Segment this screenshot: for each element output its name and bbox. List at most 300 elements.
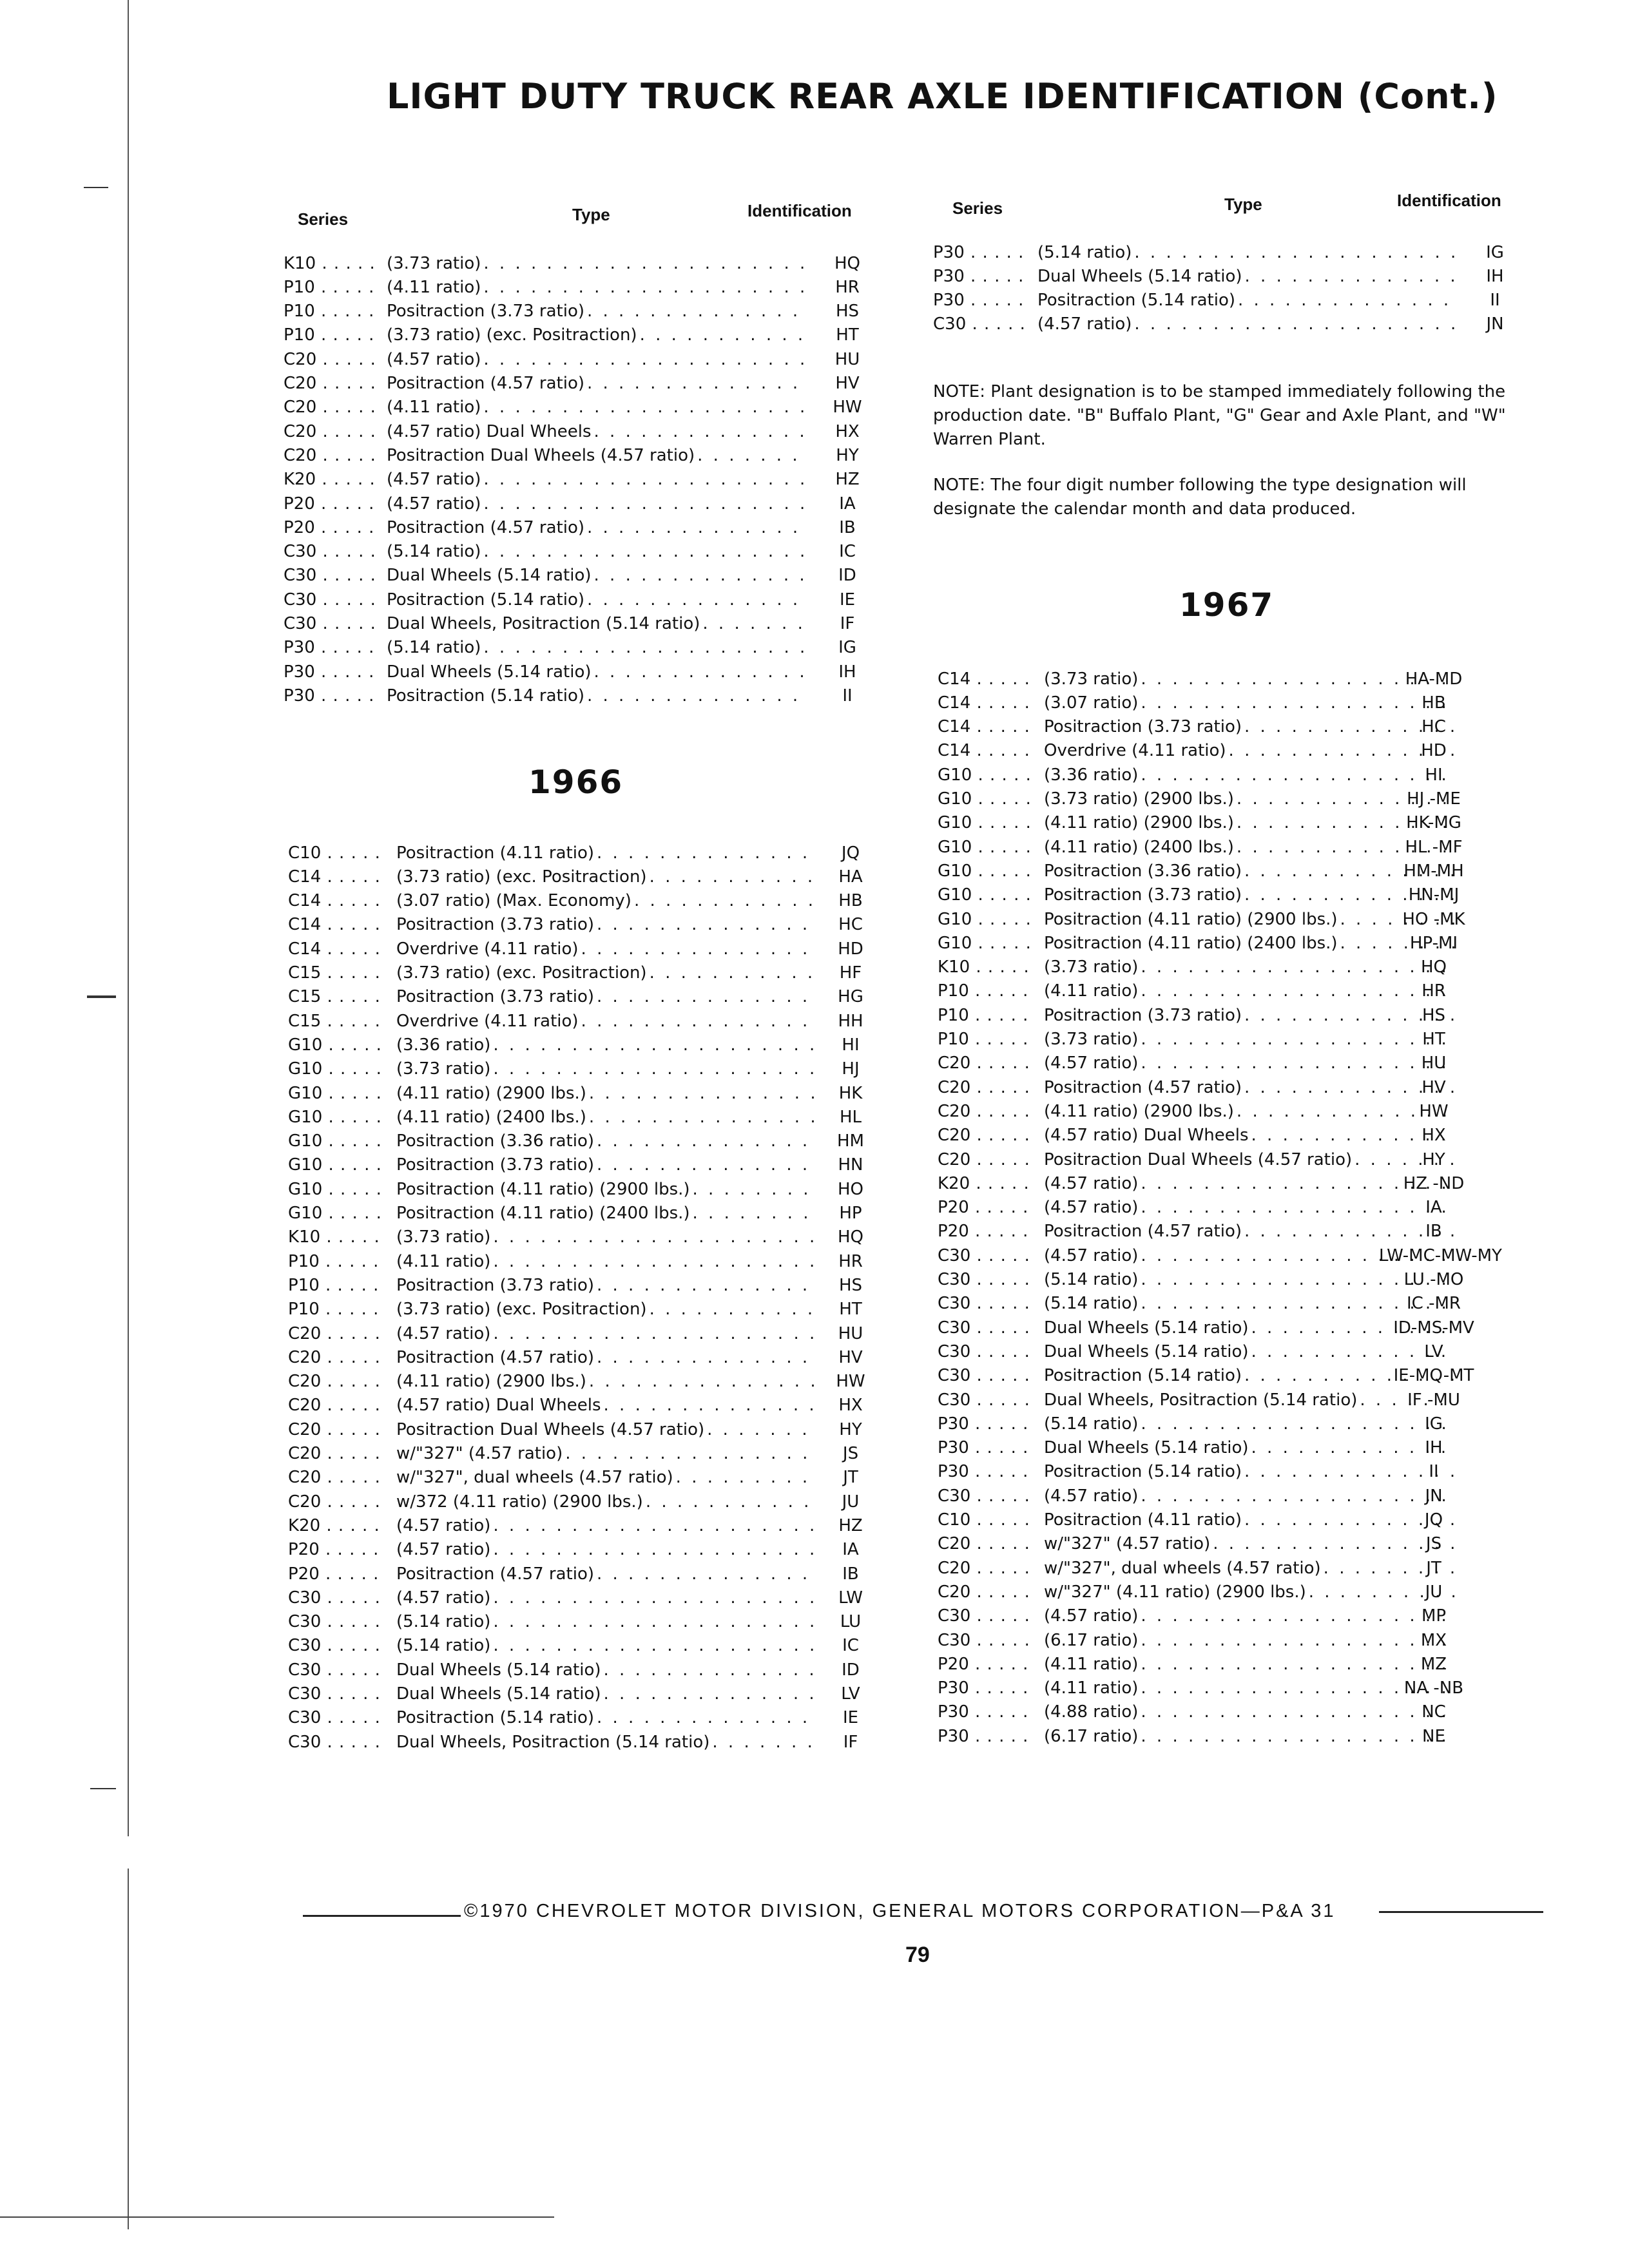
- identification-cell: IB: [842, 1564, 859, 1584]
- identification-cell: LW-MC-MW-MY: [1379, 1245, 1502, 1265]
- dot-leader: [594, 843, 815, 863]
- series-cell: P10 . . .: [284, 302, 380, 321]
- identification-cell: HC: [838, 915, 863, 935]
- series-cell: P30 . . .: [284, 638, 380, 657]
- series-cell: C30 . . .: [933, 314, 1030, 334]
- identification-cell: JT: [843, 1468, 858, 1488]
- series-cell: G10 . . .: [288, 1180, 385, 1199]
- identification-cell: LU: [840, 1612, 862, 1632]
- identification-cell: HX: [1422, 1126, 1446, 1146]
- identification-cell: JN: [1425, 1486, 1443, 1506]
- type-text: Positraction (4.57 ratio): [387, 517, 584, 537]
- dot-leader: [594, 987, 815, 1006]
- type-cell: [396, 1540, 815, 1559]
- type-cell: [396, 1372, 815, 1391]
- series-cell: G10 . . .: [938, 765, 1034, 785]
- dot-leader: [490, 1227, 815, 1247]
- identification-cell: HP-MI: [1409, 933, 1458, 953]
- identification-cell: HG: [838, 987, 863, 1007]
- series-cell: C14 . . .: [938, 717, 1034, 736]
- series-cell: C20 . . .: [938, 1126, 1034, 1145]
- identification-cell: IE: [839, 590, 856, 610]
- identification-cell: IC -MR: [1407, 1294, 1461, 1314]
- series-cell: P10 . . .: [284, 325, 380, 345]
- dot-leader: [481, 494, 809, 514]
- dot-leader: [594, 1708, 815, 1727]
- identification-cell: HO: [837, 1179, 863, 1199]
- identification-cell: HY: [836, 445, 859, 465]
- type-text: Positraction (4.11 ratio) (2900 lbs.): [396, 1179, 690, 1199]
- series-cell: C30 . . .: [288, 1708, 385, 1727]
- type-text: Positraction (4.11 ratio) (2900 lbs.): [1044, 909, 1338, 929]
- identification-cell: ID: [842, 1660, 860, 1680]
- type-text: Positraction (3.73 ratio): [1044, 885, 1242, 905]
- type-text: Positraction (5.14 ratio): [387, 686, 584, 706]
- series-cell: G10 . . .: [288, 1204, 385, 1223]
- series-cell: P10 . . .: [288, 1252, 385, 1271]
- series-cell: G10 . . .: [938, 934, 1034, 953]
- identification-cell: ID-MS-MV: [1393, 1318, 1474, 1338]
- type-text: (5.14 ratio): [396, 1636, 491, 1656]
- series-cell: G10 . . .: [938, 789, 1034, 809]
- series-cell: C20 . . .: [938, 1102, 1034, 1121]
- dot-leader: [481, 254, 809, 273]
- identification-cell: HZ -ND: [1403, 1173, 1465, 1193]
- type-cell: [396, 867, 815, 887]
- type-text: (4.11 ratio) (2400 lbs.): [1044, 837, 1234, 857]
- type-text: Overdrive (4.11 ratio): [396, 1011, 579, 1031]
- dot-leader: [594, 915, 815, 934]
- type-text: Positraction (4.11 ratio) (2400 lbs.): [396, 1204, 690, 1223]
- footer-rule-left: [303, 1915, 461, 1917]
- series-cell: C30 . . .: [288, 1684, 385, 1704]
- series-cell: C14 . . .: [288, 891, 385, 910]
- identification-cell: HW: [836, 1372, 865, 1392]
- identification-cell: HS: [1422, 1005, 1446, 1025]
- type-text: w/"327" (4.57 ratio): [1044, 1534, 1211, 1554]
- type-text: (4.57 ratio): [396, 1515, 491, 1535]
- dot-leader: [584, 590, 809, 610]
- type-cell: [396, 1564, 815, 1584]
- type-text: (5.14 ratio): [387, 638, 481, 658]
- type-text: (3.73 ratio): [1044, 669, 1139, 689]
- identification-cell: ID: [838, 566, 856, 586]
- dot-leader: [481, 542, 809, 561]
- type-cell: [396, 1612, 815, 1631]
- identification-cell: HY: [1422, 1149, 1445, 1169]
- type-text: (4.88 ratio): [1044, 1702, 1139, 1722]
- identification-cell: HY: [839, 1419, 862, 1439]
- identification-cell: HJ: [842, 1059, 860, 1079]
- dot-leader: [594, 1348, 815, 1367]
- identification-cell: JU: [1425, 1582, 1443, 1602]
- type-cell: [1037, 243, 1460, 262]
- type-text: Positraction (5.14 ratio): [387, 590, 584, 610]
- dot-leader: [592, 662, 809, 682]
- type-text: Positraction (3.73 ratio): [387, 302, 584, 322]
- type-cell: [387, 254, 809, 273]
- series-cell: C20 . . .: [288, 1396, 385, 1415]
- identification-cell: LV: [841, 1684, 860, 1704]
- type-text: Dual Wheels (5.14 ratio): [396, 1684, 601, 1704]
- type-cell: [396, 1468, 815, 1487]
- type-cell: [396, 1227, 815, 1247]
- type-text: w/"327" (4.57 ratio): [396, 1444, 563, 1463]
- type-text: Positraction Dual Wheels (4.57 ratio): [396, 1419, 705, 1439]
- series-cell: C20 . . .: [284, 398, 380, 417]
- type-text: (3.73 ratio) (exc. Positraction): [396, 867, 647, 887]
- bottom-rule: [0, 2216, 554, 2218]
- type-cell: [396, 1155, 815, 1175]
- type-text: (4.57 ratio): [396, 1323, 491, 1343]
- type-text: Dual Wheels, Positraction (5.14 ratio): [1044, 1390, 1358, 1410]
- identification-cell: HM-MH: [1403, 861, 1464, 881]
- type-text: (3.73 ratio): [396, 1059, 491, 1079]
- dot-leader: [490, 1516, 815, 1535]
- type-cell: [396, 1108, 815, 1127]
- type-cell: [396, 1588, 815, 1608]
- series-cell: C10 . . .: [288, 843, 385, 863]
- type-text: Positraction (5.14 ratio): [1044, 1366, 1242, 1386]
- type-text: (3.07 ratio) (Max. Economy): [396, 891, 631, 911]
- type-cell: [396, 939, 815, 959]
- series-cell: P30 . . .: [938, 1702, 1034, 1722]
- dot-leader: [1235, 291, 1460, 310]
- series-cell: G10 . . .: [288, 1084, 385, 1103]
- series-cell: P30 . . .: [938, 1462, 1034, 1481]
- identification-cell: IA: [842, 1540, 859, 1560]
- series-cell: P10 . . .: [284, 278, 380, 297]
- series-cell: C30 . . .: [938, 1342, 1034, 1361]
- identification-cell: HQ: [1420, 957, 1447, 977]
- type-text: (6.17 ratio): [1044, 1630, 1139, 1650]
- identification-cell: JT: [1426, 1558, 1441, 1578]
- type-text: (4.57 ratio) Dual Wheels: [396, 1396, 601, 1416]
- dot-leader: [647, 867, 815, 887]
- type-text: w/372 (4.11 ratio) (2900 lbs.): [396, 1492, 643, 1512]
- series-cell: P30 . . .: [284, 686, 380, 706]
- margin-tick: [90, 1788, 116, 1789]
- identification-cell: JU: [842, 1492, 860, 1512]
- type-cell: [396, 1348, 815, 1367]
- series-cell: C30 . . .: [288, 1636, 385, 1655]
- identification-cell: IC: [839, 542, 856, 562]
- identification-cell: HQ: [837, 1227, 863, 1247]
- type-text: Positraction (3.73 ratio): [396, 987, 594, 1007]
- type-text: (4.57 ratio): [1037, 314, 1132, 334]
- dot-leader: [643, 1492, 815, 1512]
- series-cell: K10 . . .: [938, 957, 1034, 977]
- series-cell: C20 . . .: [938, 1053, 1034, 1073]
- identification-cell: II: [842, 686, 853, 706]
- series-cell: C30 . . .: [284, 614, 380, 633]
- identification-cell: JQ: [1424, 1510, 1443, 1530]
- series-cell: C30 . . .: [288, 1733, 385, 1752]
- identification-cell: HV: [1422, 1077, 1446, 1097]
- identification-cell: HQ: [834, 253, 860, 273]
- type-text: Overdrive (4.11 ratio): [1044, 741, 1226, 761]
- page-title: LIGHT DUTY TRUCK REAR AXLE IDENTIFICATION (Cont.): [387, 76, 1498, 117]
- type-text: (4.57 ratio): [387, 349, 481, 369]
- identification-cell: LV: [1424, 1341, 1443, 1361]
- identification-cell: HT: [1422, 1030, 1445, 1049]
- type-cell: [1037, 267, 1460, 286]
- identification-cell: IA: [839, 494, 856, 514]
- identification-cell: IB: [839, 517, 856, 537]
- type-cell: [396, 1131, 815, 1151]
- dot-leader: [601, 1660, 815, 1680]
- dot-leader: [481, 470, 809, 489]
- identification-cell: LU -MO: [1403, 1270, 1464, 1289]
- type-text: Positraction Dual Wheels (4.57 ratio): [387, 445, 695, 465]
- series-cell: K10 . . .: [284, 254, 380, 273]
- type-text: (5.14 ratio): [1044, 1414, 1139, 1434]
- series-cell: C30 . . .: [938, 1486, 1034, 1506]
- dot-leader: [601, 1684, 815, 1704]
- series-cell: G10 . . .: [938, 885, 1034, 905]
- type-text: Dual Wheels (5.14 ratio): [396, 1660, 601, 1680]
- dot-leader: [594, 1276, 815, 1295]
- series-cell: P30 . . .: [933, 291, 1030, 310]
- series-cell: C30 . . .: [938, 1294, 1034, 1313]
- series-cell: P20 . . .: [938, 1222, 1034, 1241]
- series-cell: G10 . . .: [288, 1035, 385, 1055]
- type-cell: [396, 1636, 815, 1655]
- identification-cell: HX: [835, 421, 860, 441]
- type-text: (4.57 ratio): [387, 494, 481, 514]
- type-text: (4.57 ratio): [387, 470, 481, 490]
- margin-tick: [87, 995, 116, 998]
- dot-leader: [647, 963, 815, 983]
- type-text: (3.73 ratio) (exc. Positraction): [396, 963, 647, 983]
- series-cell: C15 . . .: [288, 963, 385, 983]
- type-cell: [387, 542, 809, 561]
- type-text: (4.11 ratio) (2900 lbs.): [396, 1083, 586, 1103]
- dot-leader: [594, 1131, 815, 1151]
- series-cell: C30 . . .: [288, 1588, 385, 1608]
- type-text: (3.73 ratio): [387, 253, 481, 273]
- identification-cell: HX: [838, 1396, 863, 1416]
- identification-cell: JQ: [841, 843, 860, 863]
- identification-cell: HV: [838, 1347, 863, 1367]
- type-cell: [396, 1204, 815, 1223]
- type-text: (3.73 ratio) (exc. Positraction): [396, 1300, 647, 1320]
- series-cell: K10 . . .: [288, 1227, 385, 1247]
- identification-cell: HH: [838, 1011, 863, 1031]
- series-cell: C20 . . .: [288, 1492, 385, 1512]
- type-text: (3.73 ratio): [1044, 957, 1139, 977]
- identification-cell: IF: [843, 1732, 858, 1752]
- type-cell: [387, 422, 809, 441]
- series-cell: K20 . . .: [938, 1174, 1034, 1193]
- type-text: (4.57 ratio): [396, 1540, 491, 1560]
- type-text: Positraction (3.73 ratio): [1044, 1005, 1242, 1025]
- dot-leader: [690, 1204, 815, 1223]
- type-cell: [1037, 291, 1460, 310]
- series-cell: P10 . . .: [938, 1006, 1034, 1025]
- dot-leader: [481, 638, 809, 657]
- dot-leader: [490, 1612, 815, 1631]
- series-cell: C30 . . .: [938, 1606, 1034, 1626]
- series-cell: P20 . . .: [288, 1540, 385, 1559]
- type-text: (4.57 ratio): [1044, 1486, 1139, 1506]
- type-text: Positraction (4.57 ratio): [1044, 1077, 1242, 1097]
- identification-cell: IH: [1425, 1438, 1443, 1458]
- identification-cell: HL -MF: [1405, 837, 1463, 857]
- type-cell: [1037, 314, 1460, 334]
- series-cell: C20 . . .: [938, 1559, 1034, 1578]
- identification-cell: HA: [838, 867, 863, 887]
- type-text: (3.73 ratio): [396, 1227, 491, 1247]
- type-text: Dual Wheels (5.14 ratio): [387, 566, 592, 586]
- type-text: Dual Wheels, Positraction (5.14 ratio): [387, 614, 700, 633]
- type-text: (4.57 ratio): [396, 1588, 491, 1608]
- dot-leader: [586, 1372, 815, 1391]
- type-cell: [396, 1059, 815, 1079]
- series-cell: P10 . . .: [938, 1030, 1034, 1049]
- identification-cell: HI: [1425, 765, 1443, 785]
- type-cell: [396, 915, 815, 934]
- series-cell: P10 . . .: [288, 1300, 385, 1319]
- header-identification: Identification: [747, 201, 852, 220]
- identification-cell: HA-MD: [1405, 669, 1463, 689]
- series-cell: G10 . . .: [938, 838, 1034, 857]
- dot-leader: [490, 1035, 815, 1055]
- dot-leader: [704, 1420, 815, 1439]
- identification-cell: HT: [839, 1300, 862, 1320]
- series-cell: C20 . . .: [288, 1468, 385, 1487]
- identification-cell: HR: [835, 277, 860, 297]
- dot-leader: [490, 1252, 815, 1271]
- series-cell: C14 . . .: [288, 915, 385, 934]
- identification-cell: IE-MQ-MT: [1393, 1366, 1474, 1386]
- series-cell: C14 . . .: [938, 741, 1034, 760]
- dot-leader: [579, 1012, 815, 1031]
- dot-leader: [690, 1180, 815, 1199]
- identification-cell: HU: [1421, 1053, 1447, 1073]
- identification-cell: HV: [835, 374, 860, 393]
- series-cell: C30 . . .: [938, 1318, 1034, 1338]
- series-cell: P20 . . .: [284, 494, 380, 514]
- note-plant-designation: NOTE: Plant designation is to be stamped immediately following the production date. "B" Buffalo Plant, "G" Gear and Axle Plant, and "W" Warren Plant.: [933, 382, 1506, 449]
- identification-cell: HB: [1422, 693, 1446, 713]
- type-text: Dual Wheels (5.14 ratio): [1037, 266, 1242, 286]
- type-text: (3.07 ratio): [1044, 693, 1139, 713]
- type-cell: [387, 614, 809, 633]
- identification-cell: MZ: [1420, 1654, 1447, 1674]
- type-text: (4.11 ratio): [387, 398, 481, 418]
- type-text: (4.11 ratio): [1044, 981, 1139, 1001]
- dot-leader: [594, 1155, 815, 1175]
- header-type: Type: [572, 205, 610, 224]
- identification-cell: HS: [838, 1275, 863, 1295]
- type-cell: [387, 638, 809, 657]
- dot-leader: [481, 278, 809, 297]
- series-cell: G10 . . .: [938, 813, 1034, 832]
- series-cell: C20 . . .: [938, 1150, 1034, 1169]
- series-cell: P30 . . .: [933, 243, 1030, 262]
- type-cell: [387, 686, 809, 706]
- dot-leader: [700, 614, 809, 633]
- type-text: Positraction (4.57 ratio): [387, 374, 584, 393]
- dot-leader: [490, 1540, 815, 1559]
- type-cell: [396, 843, 815, 863]
- identification-cell: IF -MU: [1407, 1390, 1460, 1410]
- identification-cell: HC: [1422, 717, 1446, 737]
- type-text: (4.11 ratio) (2900 lbs.): [1044, 813, 1234, 833]
- type-cell: [396, 891, 815, 910]
- type-cell: [396, 1012, 815, 1031]
- type-cell: [396, 1684, 815, 1704]
- identification-cell: HW: [1419, 1101, 1449, 1121]
- header-identification: Identification: [1397, 191, 1501, 210]
- type-cell: [387, 494, 809, 514]
- dot-leader: [631, 891, 815, 910]
- identification-cell: HB: [838, 891, 863, 911]
- series-cell: C30 . . .: [938, 1270, 1034, 1289]
- series-cell: C20 . . .: [938, 1582, 1034, 1602]
- dot-leader: [637, 325, 809, 345]
- type-cell: [387, 350, 809, 369]
- type-text: Dual Wheels (5.14 ratio): [1044, 1341, 1249, 1361]
- series-cell: C14 . . .: [938, 669, 1034, 689]
- series-cell: C30 . . .: [938, 1390, 1034, 1410]
- type-cell: [387, 662, 809, 682]
- dot-leader: [481, 350, 809, 369]
- series-cell: C30 . . .: [938, 1246, 1034, 1265]
- identification-cell: HD: [1421, 741, 1447, 761]
- series-cell: K20 . . .: [284, 470, 380, 489]
- type-cell: [387, 278, 809, 297]
- identification-cell: HI: [842, 1035, 860, 1055]
- dot-leader: [579, 939, 815, 959]
- identification-cell: NC: [1422, 1702, 1446, 1722]
- type-text: (4.57 ratio) Dual Wheels: [1044, 1126, 1249, 1146]
- type-text: Positraction (4.11 ratio) (2400 lbs.): [1044, 933, 1338, 953]
- series-cell: C15 . . .: [288, 987, 385, 1006]
- type-text: Positraction Dual Wheels (4.57 ratio): [1044, 1149, 1353, 1169]
- dot-leader: [1132, 314, 1460, 334]
- dot-leader: [490, 1636, 815, 1655]
- type-text: Positraction (5.14 ratio): [1044, 1462, 1242, 1482]
- type-text: Positraction (3.73 ratio): [396, 1275, 594, 1295]
- type-text: (4.11 ratio) (2900 lbs.): [1044, 1101, 1234, 1121]
- identification-cell: IF: [840, 614, 855, 633]
- year-heading-1967: 1967: [1179, 586, 1275, 624]
- type-cell: [396, 1396, 815, 1415]
- dot-leader: [490, 1059, 815, 1079]
- dot-leader: [584, 374, 809, 393]
- identification-cell: HZ: [838, 1515, 863, 1535]
- series-cell: G10 . . .: [288, 1059, 385, 1079]
- series-cell: C14 . . .: [288, 939, 385, 959]
- type-cell: [396, 1252, 815, 1271]
- header-series: Series: [298, 209, 349, 229]
- identification-cell: HR: [1422, 981, 1446, 1001]
- series-cell: P10 . . .: [288, 1276, 385, 1295]
- type-text: (5.14 ratio): [387, 542, 481, 562]
- type-cell: [396, 1660, 815, 1680]
- identification-cell: IC: [842, 1636, 859, 1656]
- type-cell: [396, 1516, 815, 1535]
- type-text: Dual Wheels (5.14 ratio): [1044, 1438, 1249, 1458]
- identification-cell: NE: [1422, 1726, 1445, 1746]
- identification-cell: IG: [1486, 242, 1504, 262]
- type-text: Positraction (3.73 ratio): [396, 915, 594, 935]
- series-cell: C30 . . .: [284, 590, 380, 610]
- type-text: (3.36 ratio): [1044, 765, 1139, 785]
- type-cell: [387, 398, 809, 417]
